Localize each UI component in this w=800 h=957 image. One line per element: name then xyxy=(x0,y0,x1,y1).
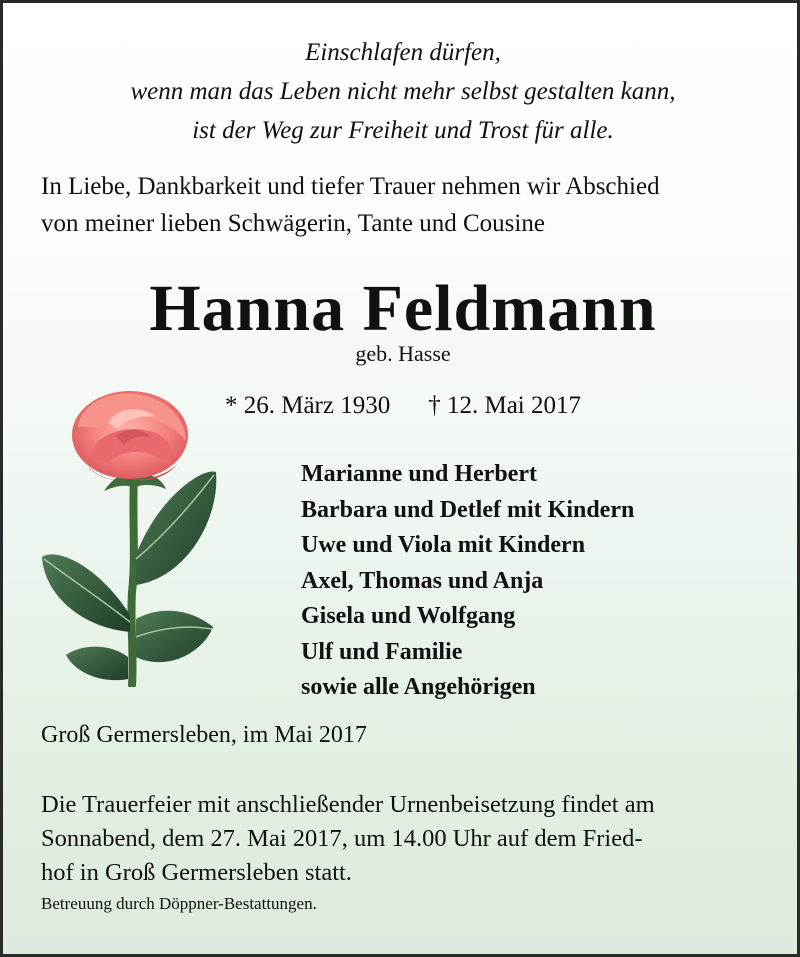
motto-line: Einschlafen dürfen, xyxy=(305,39,501,66)
motto-line: wenn man das Leben nicht mehr selbst gestalten kann, xyxy=(130,78,676,105)
farewell-intro xyxy=(41,168,781,242)
undertaker-note: Betreuung durch Döppner-Bestattungen. xyxy=(41,894,317,913)
funeral-details xyxy=(41,788,655,890)
mourner: Barbara und Detlef mit Kindern xyxy=(301,496,635,523)
funeral-line: hof in Groß Germersleben statt. xyxy=(41,859,352,886)
mourners-list xyxy=(301,457,634,706)
birth-date: * 26. März 1930 xyxy=(224,392,391,419)
funeral-line: Die Trauerfeier mit anschließender Urnenbeisetzung findet am xyxy=(41,791,655,818)
mourner: sowie alle Angehörigen xyxy=(301,674,536,700)
mourner: Gisela und Wolfgang xyxy=(301,603,516,629)
mourner: Axel, Thomas und Anja xyxy=(301,567,544,594)
motto-line: ist der Weg zur Freiheit und Trost für alle. xyxy=(192,117,614,144)
intro-line: von meiner lieben Schwägerin, Tante und Cousine xyxy=(41,210,545,237)
intro-line: In Liebe, Dankbarkeit und tiefer Trauer nehmen wir Abschied xyxy=(41,173,660,200)
place-and-date: Groß Germersleben, im Mai 2017 xyxy=(41,722,367,748)
mourner: Ulf und Familie xyxy=(301,638,463,665)
motto-verse xyxy=(3,33,800,150)
death-date: † 12. Mai 2017 xyxy=(428,392,582,419)
funeral-line: Sonnabend, dem 27. Mai 2017, um 14.00 Uhr auf dem Fried- xyxy=(41,825,643,852)
mourner: Uwe und Viola mit Kindern xyxy=(301,532,586,558)
maiden-name: geb. Hasse xyxy=(355,341,451,366)
deceased-name: Hanna Feldmann xyxy=(149,272,657,345)
mourner: Marianne und Herbert xyxy=(301,461,537,487)
rose-icon xyxy=(38,387,220,687)
